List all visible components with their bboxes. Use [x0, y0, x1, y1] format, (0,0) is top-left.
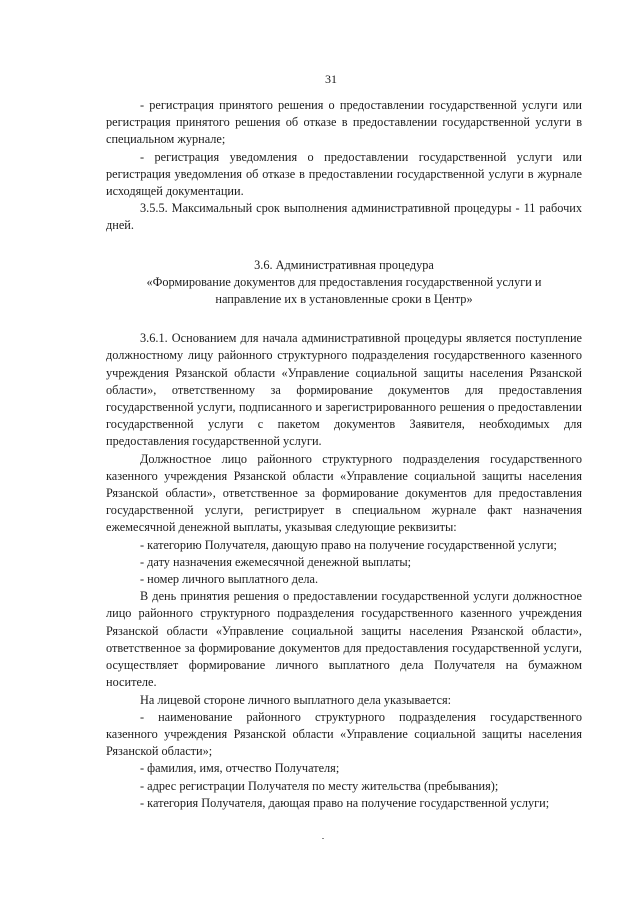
- list-item: - регистрация принятого решения о предоставлении государственной услуги или регистрация принятого решения об отказе в предоставлении государственной услуги в специальном журнале;: [106, 98, 582, 147]
- section-title: 3.6. Административная процедура: [254, 257, 434, 272]
- list-item: - адрес регистрации Получателя по месту жительства (пребывания);: [140, 778, 499, 793]
- list-item: - категорию Получателя, дающую право на получение государственной услуги;: [140, 537, 557, 552]
- paragraph: На лицевой стороне личного выплатного дела указывается:: [140, 692, 452, 707]
- section-heading: [106, 257, 582, 309]
- list-item: - номер личного выплатного дела.: [140, 572, 319, 587]
- scan-speck: [322, 838, 324, 839]
- section-subtitle-line: «Формирование документов для предоставления государственной услуги и: [146, 274, 542, 289]
- page-content: [106, 97, 582, 812]
- section-subtitle-line: направление их в установленные сроки в Центр»: [215, 292, 473, 307]
- paragraph: В день принятия решения о предоставлении государственной услуги должностное лицо районного структурного подразделения государственного казенного учреждения Рязанской области «Управление социальной защиты населения Рязанской области», ответственное за формирование документов для предоставления государственной услуги, осуществляет формирование личного выплатного дела Получателя на бумажном носителе.: [106, 589, 582, 690]
- paragraph: 3.6.1. Основанием для начала административной процедуры является поступление должностному лицу районного структурного подразделения государственного казенного учреждения Рязанской области «Управление социальной защиты населения Рязанской области», ответственному за формирование документов для предоставления государственной услуги, подписанного и зарегистрированного решения о предоставлении государственной услуги с пакетом документов Заявителя, необходимых для предоставления государственной услуги.: [106, 331, 582, 449]
- list-item: - регистрация уведомления о предоставлении государственной услуги или регистрация уведомления об отказе в предоставлении государственной услуги в журнале исходящей документации.: [106, 149, 582, 199]
- paragraph: 3.5.5. Максимальный срок выполнения административной процедуры - 11 рабочих дней.: [106, 201, 582, 233]
- list-item: - фамилия, имя, отчество Получателя;: [140, 761, 340, 776]
- paragraph: Должностное лицо районного структурного подразделения государственного казенного учреждения Рязанской области «Управление социальной защиты населения Рязанской области», ответственное за формирование документов для предоставления государственной услуги, регистрирует в специальном журнале факт назначения ежемесячной денежной выплаты, указывая следующие реквизиты:: [106, 451, 582, 535]
- page-number: 31: [325, 72, 337, 86]
- list-item: - наименование районного структурного подразделения государственного казенного учреждения Рязанской области «Управление социальной защиты населения Рязанской области»;: [106, 709, 582, 759]
- list-item: - дату назначения ежемесячной денежной выплаты;: [140, 554, 412, 569]
- list-item: - категория Получателя, дающая право на получение государственной услуги;: [140, 795, 550, 810]
